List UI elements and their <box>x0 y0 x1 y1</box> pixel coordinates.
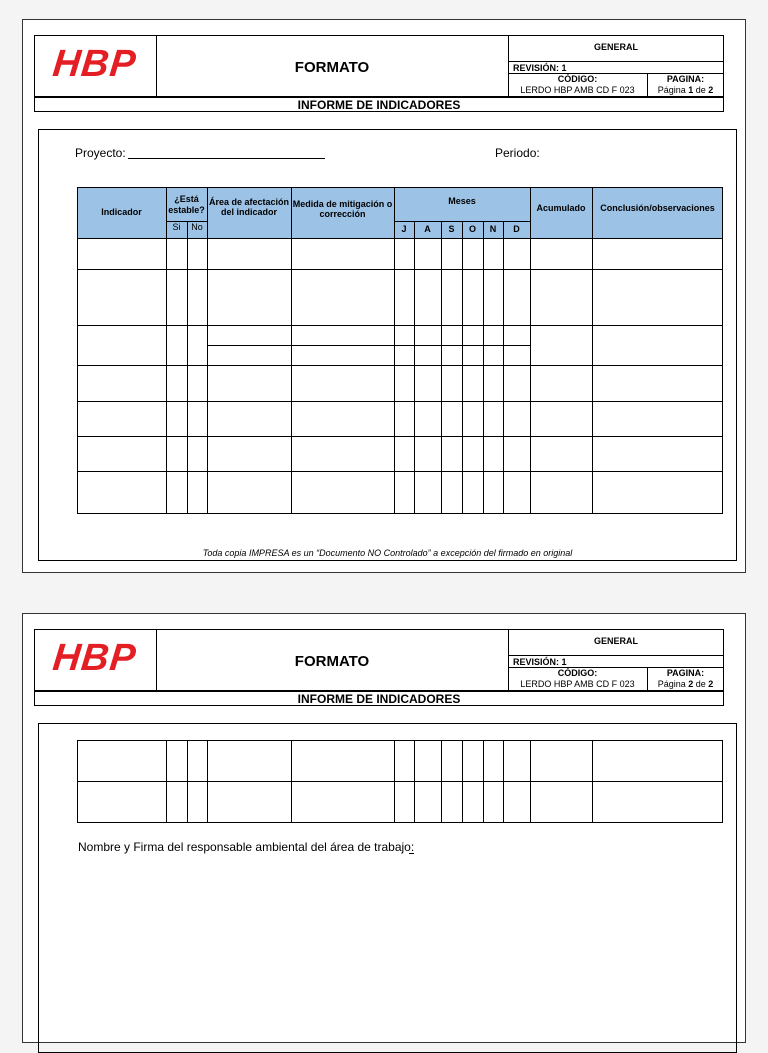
general-label: GENERAL <box>593 42 638 52</box>
pagina-value: Página 2 de 2 <box>657 679 714 689</box>
proyecto-label: Proyecto: <box>75 146 126 160</box>
periodo-label: Periodo: <box>495 146 540 160</box>
codigo-label: CÓDIGO: <box>557 74 598 84</box>
table-row <box>207 345 530 346</box>
table-row <box>77 365 723 366</box>
col-meses: Meses <box>448 195 476 206</box>
col-no: No <box>191 221 203 232</box>
col-medida: Medida de mitigación o corrección <box>292 198 393 219</box>
hbp-logo: HBP <box>50 43 139 85</box>
revision-label: REVISIÓN: 1 <box>513 657 567 667</box>
formato-title: FORMATO <box>294 653 370 670</box>
month-j: J <box>401 224 407 235</box>
col-estable: ¿Está estable? <box>168 194 205 215</box>
pagina-value: Página 1 de 2 <box>657 85 714 95</box>
col-acumulado: Acumulado <box>536 202 586 213</box>
col-conclusion: Conclusión/observaciones <box>600 202 715 213</box>
table-row <box>77 436 723 437</box>
hbp-logo: HBP <box>50 637 139 679</box>
table-row <box>77 325 723 326</box>
footer-note: Toda copia IMPRESA es un “Documento NO Controlado” a excepción del firmado en original <box>202 548 573 558</box>
table-row <box>77 781 723 782</box>
signature-label: Nombre y Firma del responsable ambiental del área de trabajo: <box>78 840 415 854</box>
month-d: D <box>513 224 520 235</box>
proyecto-field[interactable] <box>128 158 325 159</box>
page-2 <box>22 613 746 1043</box>
revision-label: REVISIÓN: 1 <box>513 63 567 73</box>
col-area: Área de afectación del indicador <box>208 196 290 217</box>
month-n: N <box>489 224 497 235</box>
table-row <box>77 471 723 472</box>
month-s: S <box>448 224 455 235</box>
table-row <box>77 401 723 402</box>
month-a: A <box>424 224 431 235</box>
formato-title: FORMATO <box>294 59 370 76</box>
page-1 <box>22 19 746 573</box>
codigo-label: CÓDIGO: <box>557 668 598 678</box>
codigo-value: LERDO HBP AMB CD F 023 <box>520 85 635 95</box>
col-si: Si <box>172 221 181 232</box>
document-title: INFORME DE INDICADORES <box>297 98 461 112</box>
col-indicador: Indicador <box>101 207 142 218</box>
table-row <box>77 269 723 270</box>
pagina-label: PAGINA: <box>666 668 705 678</box>
pagina-label: PAGINA: <box>666 74 705 84</box>
signature-field[interactable] <box>409 853 414 854</box>
general-label: GENERAL <box>593 636 638 646</box>
codigo-value: LERDO HBP AMB CD F 023 <box>520 679 635 689</box>
document-title: INFORME DE INDICADORES <box>297 692 461 706</box>
month-o: O <box>468 224 476 235</box>
